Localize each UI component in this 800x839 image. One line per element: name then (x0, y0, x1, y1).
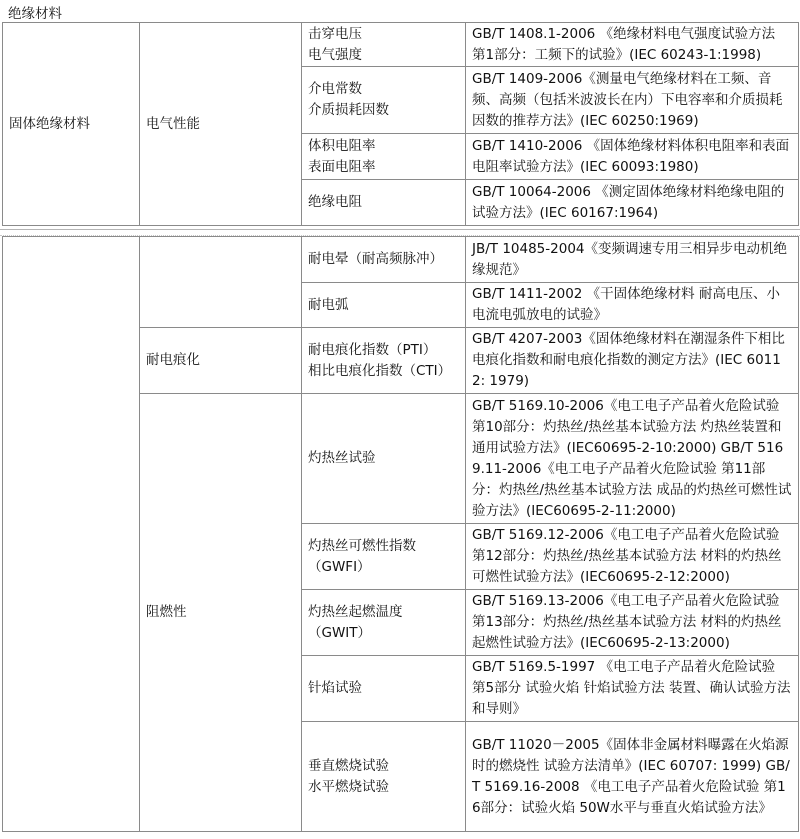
standard-cell: GB/T 11020－2005《固体非金属材料曝露在火焰源时的燃烧性 试验方法清单》(IEC 60707: 1999) GB/T 5169.16-2008 《电工电子产品着火危险试验 第16部分：试验火焰 50W水平与垂直火焰试验方法》 (466, 722, 799, 832)
insulation-table-continued (2, 236, 799, 832)
standard-cell: GB/T 4207-2003《固体绝缘材料在潮湿条件下相比电痕化指数和耐电痕化指数的测定方法》(IEC 60112: 1979) (466, 328, 799, 394)
property-name: 灼热丝试验 (308, 450, 376, 466)
insulation-table-electrical (2, 22, 799, 226)
property-name: 介电常数 (308, 81, 362, 97)
property-name: 相比电痕化指数（CTI） (308, 362, 452, 379)
property-name: 灼热丝起燃温度 (308, 603, 403, 620)
material-cell-empty (3, 237, 140, 832)
category-cell: 阻燃性 (140, 394, 302, 832)
standard-cell: GB/T 5169.13-2006《电工电子产品着火危险试验 第13部分：灼热丝/热丝基本试验方法 材料的灼热丝起燃性试验方法》(IEC60695-2-13:2000) (466, 590, 799, 656)
table-row (3, 23, 799, 67)
property-cell (302, 283, 466, 328)
property-name: 表面电阻率 (308, 158, 376, 175)
property-name: 体积电阻率 (308, 137, 376, 154)
property-name: 灼热丝可燃性指数 (308, 537, 416, 554)
property-name: 水平燃烧试验 (308, 778, 389, 795)
standard-cell: GB/T 5169.12-2006《电工电子产品着火危险试验 第12部分：灼热丝/热丝基本试验方法 材料的灼热丝可燃性试验方法》(IEC60695-2-12:2000) (466, 524, 799, 590)
property-name: （GWFI） (308, 558, 371, 575)
standard-cell: GB/T 5169.5-1997 《电工电子产品着火危险试验 第5部分 试验火焰 针焰试验方法 装置、确认试验方法和导则》 (466, 656, 799, 722)
standard-cell: GB/T 1409-2006《测量电气绝缘材料在工频、音频、高频（包括米波波长在内）下电容率和介质损耗因数的推荐方法》(IEC 60250:1969) (466, 67, 799, 134)
property-cell (302, 524, 466, 590)
section-title: 绝缘材料 (8, 6, 62, 22)
property-cell (302, 237, 466, 283)
property-cell (302, 328, 466, 394)
category-cell: 耐电痕化 (140, 328, 302, 394)
table-row (3, 237, 799, 283)
standard-cell: JB/T 10485-2004《变频调速专用三相异步电动机绝缘规范》 (466, 237, 799, 283)
property-cell (302, 656, 466, 722)
property-name: 电气强度 (308, 46, 362, 63)
property-name: 垂直燃烧试验 (308, 757, 389, 774)
property-name: （GWIT） (308, 624, 372, 641)
standard-cell: GB/T 5169.10-2006《电工电子产品着火危险试验 第10部分：灼热丝/热丝基本试验方法 灼热丝装置和通用试验方法》(IEC60695-2-10:2000) GB/T 5169.11-2006《电工电子产品着火危险试验 第11部分：灼热丝/热丝基本试验方法 成品的灼热丝可燃性试验方法》(IEC60695-2-11:2000) (466, 394, 799, 524)
standard-cell: GB/T 1408.1-2006 《绝缘材料电气强度试验方法 第1部分：工频下的试验》(IEC 60243-1:1998) (466, 23, 799, 67)
property-name: 介质损耗因数 (308, 102, 389, 118)
property-name: 针焰试验 (308, 680, 362, 696)
property-name: 击穿电压 (308, 25, 362, 42)
property-cell (302, 590, 466, 656)
property-cell (302, 23, 466, 67)
property-cell (302, 67, 466, 134)
property-cell (302, 134, 466, 180)
material-cell: 固体绝缘材料 (3, 23, 140, 226)
property-name: 耐电痕化指数（PTI） (308, 341, 437, 358)
page-break-divider (0, 229, 800, 236)
category-cell (140, 237, 302, 328)
property-cell (302, 722, 466, 832)
property-name: 绝缘电阻 (308, 194, 362, 210)
property-name: 耐电弧 (308, 296, 349, 313)
property-cell (302, 394, 466, 524)
property-name: 耐电晕（耐高频脉冲） (308, 251, 443, 267)
category-cell: 电气性能 (140, 23, 302, 226)
standard-cell: GB/T 10064-2006 《测定固体绝缘材料绝缘电阻的试验方法》(IEC 60167:1964) (466, 180, 799, 226)
standard-cell: GB/T 1410-2006 《固体绝缘材料体积电阻率和表面电阻率试验方法》(IEC 60093:1980) (466, 134, 799, 180)
property-cell (302, 180, 466, 226)
standard-cell: GB/T 1411-2002 《干固体绝缘材料 耐高电压、小电流电弧放电的试验》 (466, 283, 799, 328)
